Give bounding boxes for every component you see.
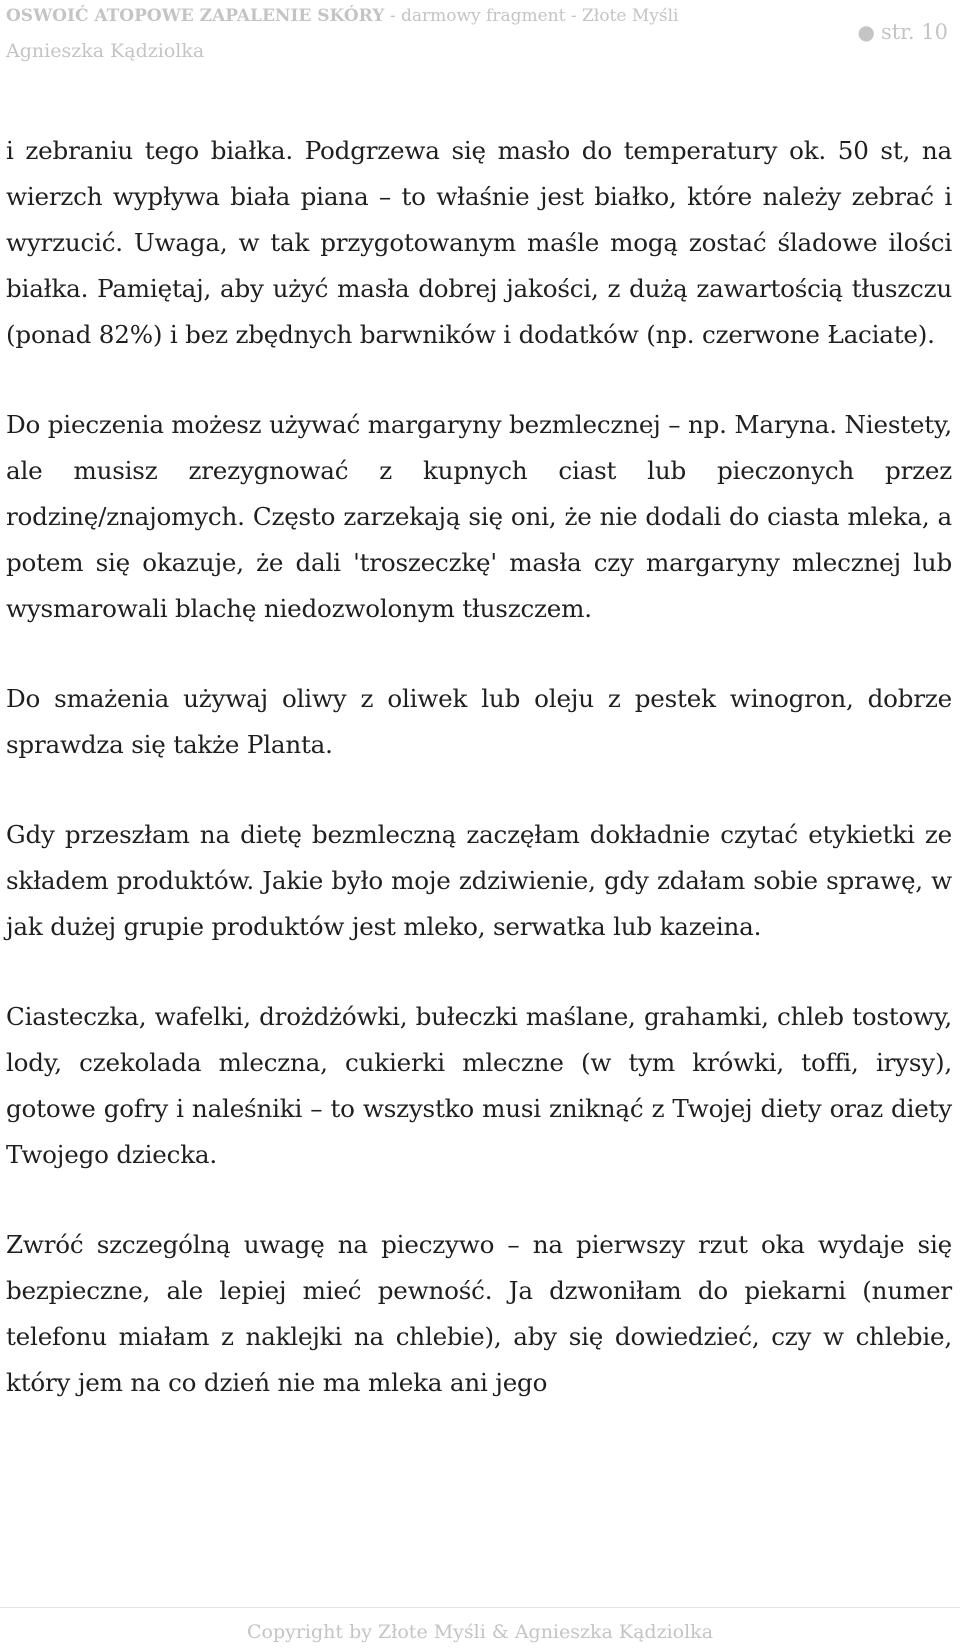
footer-divider: [0, 1607, 960, 1608]
page-number: [858, 20, 948, 44]
bullet-icon: ●: [857, 20, 875, 44]
page-label: str. 10: [880, 20, 948, 44]
page-header: [0, 0, 960, 110]
fragment-note: - darmowy fragment - Złote Myśli: [384, 6, 679, 26]
page-content: [6, 128, 952, 1406]
author-name: Agnieszka Kądziolka: [6, 40, 205, 62]
book-title: OSWOIĆ ATOPOWE ZAPALENIE SKÓRY: [6, 6, 385, 26]
paragraph-3: Do smażenia używaj oliwy z oliwek lub oleju z pestek winogron, dobrze sprawdza się także Planta.: [6, 684, 952, 759]
paragraph-4: Gdy przeszłam na dietę bezmleczną zaczęłam dokładnie czytać etykietki ze składem produktów. Jakie było moje zdziwienie, gdy zdałam sobie sprawę, w jak dużej grupie produktów jest mleko, serwatka lub kazeina.: [6, 820, 952, 941]
footer-copyright: Copyright by Złote Myśli & Agnieszka Kądziolka: [246, 1621, 714, 1643]
paragraph-5: Ciasteczka, wafelki, drożdżówki, bułeczki maślane, grahamki, chleb tostowy, lody, czekolada mleczna, cukierki mleczne (w tym krówki, toffi, irysy), gotowe gofry i naleśniki – to wszystko musi zniknąć z Twojej diety oraz diety Twojego dziecka.: [6, 1002, 952, 1169]
paragraph-2: Do pieczenia możesz używać margaryny bezmlecznej – np. Maryna. Niestety, ale musisz zrezygnować z kupnych ciast lub pieczonych przez rodzinę/znajomych. Często zarzekają się oni, że nie dodali do ciasta mleka, a potem się okazuje, że dali 'troszeczkę' masła czy margaryny mlecznej lub wysmarowali blachę niedozwolonym tłuszczem.: [6, 410, 952, 623]
running-title: [6, 6, 678, 26]
paragraph-1: i zebraniu tego białka. Podgrzewa się masło do temperatury ok. 50 st, na wierzch wypływa biała piana – to właśnie jest białko, które należy zebrać i wyrzucić. Uwaga, w tak przygotowanym maśle mogą zostać śladowe ilości białka. Pamiętaj, aby użyć masła dobrej jakości, z dużą zawartością tłuszczu (ponad 82%) i bez zbędnych barwników i dodatków (np. czerwone Łaciate).: [6, 136, 952, 349]
paragraph-6: Zwróć szczególną uwagę na pieczywo – na pierwszy rzut oka wydaje się bezpieczne, ale lepiej mieć pewność. Ja dzwoniłam do piekarni (numer telefonu miałam z naklejki na chlebie), aby się dowiedzieć, czy w chlebie, który jem na co dzień nie ma mleka ani jego: [6, 1230, 952, 1397]
